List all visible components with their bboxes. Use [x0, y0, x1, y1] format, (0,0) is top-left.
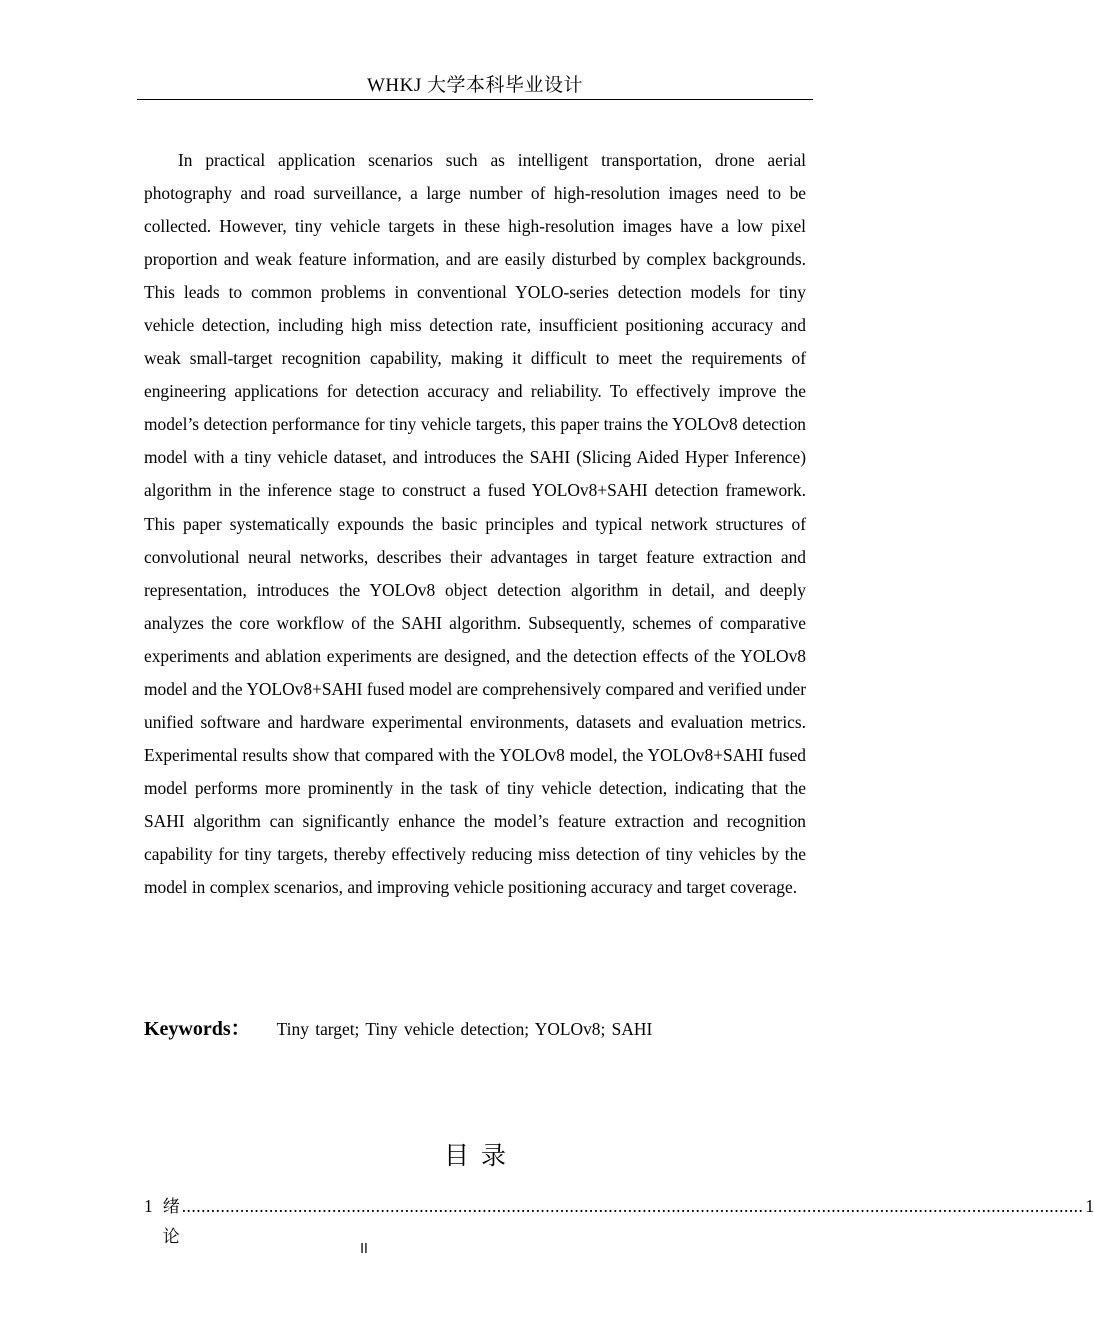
keywords-line: [144, 1014, 806, 1044]
toc-entry[interactable]: [144, 1191, 1094, 1247]
page-number: II: [360, 1242, 368, 1257]
page-header: WHKJ 大学本科毕业设计: [366, 75, 584, 96]
abstract-paragraph: In practical application scenarios such as intelligent transportation, drone aerial photography and road surveillance, a large number of high-resolution images need to be collected. However, tiny vehicle targets in these high-resolution images have a low pixel proportion and weak feature information, and are easily disturbed by complex backgrounds. This leads to common problems in conventional YOLO-series detection models for tiny vehicle detection, including high miss detection rate, insufficient positioning accuracy and weak small-target recognition capability, making it difficult to meet the requirements of engineering applications for detection accuracy and reliability. To effectively improve the model’s detection performance for tiny vehicle targets, this paper trains the YOLOv8 detection model with a tiny vehicle dataset, and introduces the SAHI (Slicing Aided Hyper Inference) algorithm in the inference stage to construct a fused YOLOv8+SAHI detection framework. This paper systematically expounds the basic principles and typical network structures of convolutional neural networks, describes their advantages in target feature extraction and representation, introduces the YOLOv8 object detection algorithm in detail, and deeply analyzes the core workflow of the SAHI algorithm. Subsequently, schemes of comparative experiments and ablation experiments are designed, and the detection effects of the YOLOv8 model and the YOLOv8+SAHI fused model are comprehensively compared and verified under unified software and hardware experimental environments, datasets and evaluation metrics. Experimental results show that compared with the YOLOv8 model, the YOLOv8+SAHI fused model performs more prominently in the task of tiny vehicle detection, indicating that the SAHI algorithm can significantly enhance the model’s feature extraction and recognition capability for tiny targets, thereby effectively reducing miss detection of tiny vehicles by the model in complex scenarios, and improving vehicle positioning accuracy and target coverage.: [144, 150, 806, 898]
keywords-values: Tiny target; Tiny vehicle detection; YOLOv8; SAHI: [276, 1019, 653, 1039]
toc-title: 目录: [443, 1141, 518, 1170]
toc-entry-page: 1: [1085, 1196, 1094, 1216]
keywords-label: Keywords：: [144, 1018, 251, 1040]
header-rule: [137, 99, 813, 100]
toc-entry-label: 绪论: [162, 1197, 180, 1247]
toc-entry-number: 1: [144, 1196, 153, 1216]
toc-dot-leader: ..........................................................................................................................................................................................: [181, 1196, 1084, 1216]
